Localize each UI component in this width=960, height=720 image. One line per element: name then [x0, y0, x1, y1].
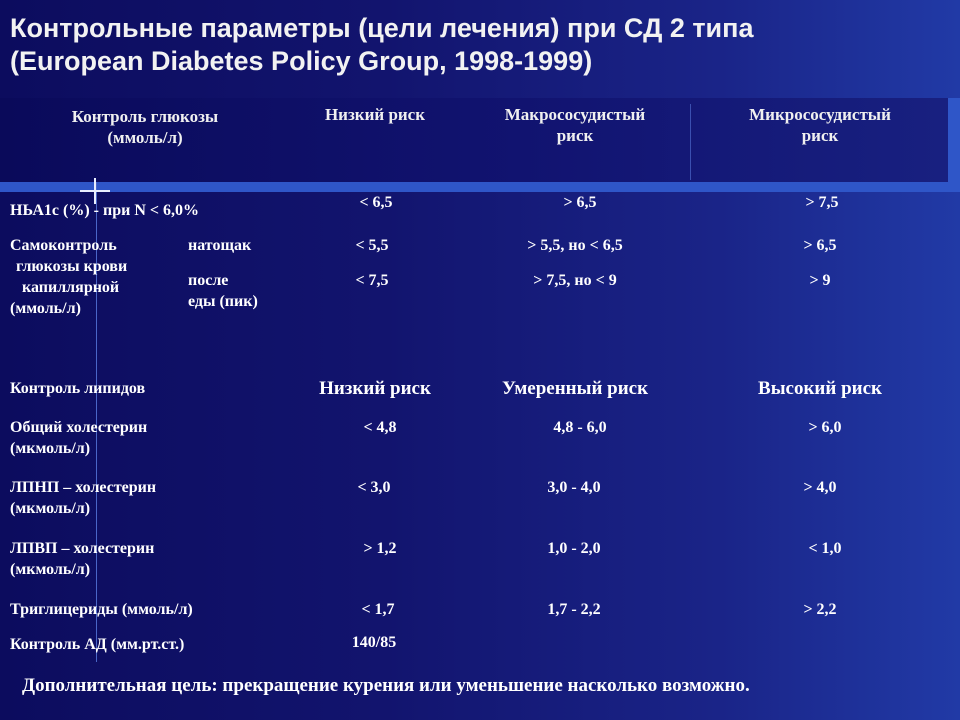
- glucose-header-label-line2: (ммоль/л): [107, 128, 183, 147]
- fasting-label: натощак: [188, 237, 252, 254]
- self-control-label-line4: (ммоль/л): [10, 300, 81, 317]
- ldl-line1: ЛПНП – холестерин: [10, 479, 157, 496]
- post-meal-micro: > 9: [809, 272, 831, 289]
- bp-value: 140/85: [351, 634, 397, 651]
- triglycerides-label: Триглицериды (ммоль/л): [10, 601, 193, 618]
- total-cholesterol-high: > 6,0: [808, 419, 842, 436]
- hdl-line1: ЛПВП – холестерин: [10, 540, 155, 557]
- post-meal-macro: > 7,5, но < 9: [533, 272, 617, 289]
- header-underline: [0, 182, 960, 192]
- self-control-label-line3: капиллярной: [22, 279, 120, 296]
- post-meal-label-line1: после: [188, 272, 229, 289]
- glucose-header-macro-line1: Макрососудистый: [504, 105, 646, 124]
- hba1c-micro: > 7,5: [805, 194, 839, 211]
- hdl-mid: 1,0 - 2,0: [547, 540, 601, 557]
- lipid-row-label: [10, 417, 147, 459]
- glucose-header-micro-line1: Микрососудистый: [749, 105, 891, 124]
- lipid-header-high: Высокий риск: [758, 378, 882, 399]
- header-divider: [690, 104, 691, 180]
- total-cholesterol-mid: 4,8 - 6,0: [553, 419, 607, 436]
- hba1c-low: < 6,5: [359, 194, 393, 211]
- ldl-mid: 3,0 - 4,0: [547, 479, 601, 496]
- ldl-low: < 3,0: [357, 479, 391, 496]
- self-control-label-line2: глюкозы крови: [16, 258, 128, 275]
- fasting-low: < 5,5: [355, 237, 389, 254]
- title-line-2: (European Diabetes Policy Group, 1998-1999): [10, 46, 593, 76]
- glucose-header-low-risk: Низкий риск: [324, 105, 426, 124]
- glucose-header-label: [20, 106, 270, 148]
- hdl-low: > 1,2: [363, 540, 397, 557]
- lipid-header-label: Контроль липидов: [10, 380, 146, 397]
- hdl-line2: (мкмоль/л): [10, 561, 91, 578]
- footer-note: Дополнительная цель: прекращение курения или уменьшение насколько возможно.: [22, 675, 750, 696]
- total-cholesterol-line2: (мкмоль/л): [10, 440, 91, 457]
- hba1c-macro: > 6,5: [563, 194, 597, 211]
- bp-label: Контроль АД (мм.рт.ст.): [10, 636, 185, 653]
- post-meal-label: [188, 270, 258, 312]
- hba1c-label: НЬА1с (%) - при N < 6,0%: [10, 202, 199, 219]
- post-meal-low: < 7,5: [355, 272, 389, 289]
- total-cholesterol-low: < 4,8: [363, 419, 397, 436]
- lipid-row-label: [10, 538, 154, 580]
- lipid-header-moderate: Умеренный риск: [501, 378, 649, 399]
- self-control-label: [10, 235, 127, 319]
- header-right-border: [948, 98, 960, 190]
- fasting-macro: > 5,5, но < 6,5: [527, 237, 623, 254]
- glucose-header-macro-line2: риск: [556, 126, 594, 145]
- triglycerides-low: < 1,7: [361, 601, 395, 618]
- triglycerides-high: > 2,2: [803, 601, 837, 618]
- post-meal-label-line2: еды (пик): [188, 293, 258, 310]
- page-title: [10, 12, 753, 78]
- triglycerides-mid: 1,7 - 2,2: [547, 601, 601, 618]
- glucose-header-micro-line2: риск: [801, 126, 839, 145]
- self-control-label-line1: Самоконтроль: [10, 237, 117, 254]
- total-cholesterol-line1: Общий холестерин: [10, 419, 148, 436]
- glucose-header-label-line1: Контроль глюкозы: [71, 107, 219, 126]
- glucose-header-macro-risk: [470, 104, 680, 146]
- glucose-header-micro-risk: [710, 104, 930, 146]
- lipid-row-label: [10, 477, 156, 519]
- lipid-header-low: Низкий риск: [319, 378, 431, 399]
- ldl-line2: (мкмоль/л): [10, 500, 91, 517]
- fasting-micro: > 6,5: [803, 237, 837, 254]
- hdl-high: < 1,0: [808, 540, 842, 557]
- title-line-1: Контрольные параметры (цели лечения) при СД 2 типа: [10, 13, 754, 43]
- ldl-high: > 4,0: [803, 479, 837, 496]
